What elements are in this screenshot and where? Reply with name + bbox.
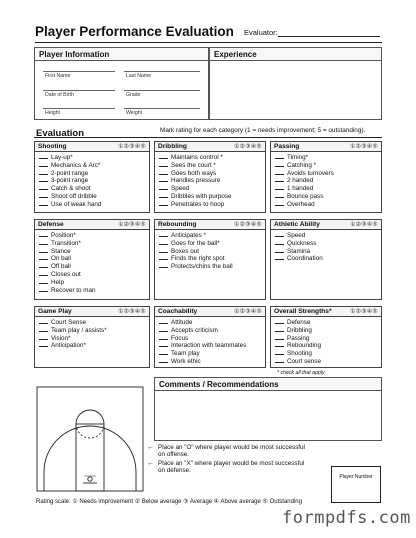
checklist-item[interactable] (159, 177, 262, 185)
category-items (35, 152, 149, 209)
checklist-item[interactable] (159, 154, 262, 162)
checklist-item[interactable] (39, 193, 146, 201)
checklist-item[interactable] (39, 342, 146, 350)
defense-instruction-line-1: Place an "X" where player would be most successful (158, 460, 305, 467)
defense-instruction (158, 460, 304, 475)
player-information-heading: Player Information (35, 48, 208, 61)
checklist-item-label: Attitude (171, 319, 193, 326)
checklist-item[interactable] (275, 201, 378, 209)
grade-field[interactable] (124, 90, 200, 91)
check-blank[interactable] (159, 335, 168, 340)
checklist-item[interactable] (275, 358, 378, 366)
category-name: Shooting (38, 143, 67, 150)
checklist-item-label: Finds the right spot (171, 255, 225, 263)
checklist-item[interactable] (39, 154, 146, 162)
checklist-item-label: Catching * (287, 161, 317, 169)
form-title: Player Performance Evaluation (35, 24, 234, 39)
checklist-item[interactable] (275, 319, 378, 327)
category-header (35, 220, 149, 230)
checklist-item[interactable] (39, 177, 146, 185)
check-blank[interactable] (275, 255, 284, 260)
check-blank[interactable] (159, 170, 168, 175)
comments-heading: Comments / Recommendations (155, 378, 381, 391)
offense-instruction-line-1: Place an "O" where player would be most successful (158, 444, 305, 451)
check-blank[interactable] (39, 279, 48, 284)
checklist-item[interactable] (39, 279, 146, 287)
checklist-item[interactable] (39, 201, 146, 209)
checklist-item-label: Off ball (51, 263, 71, 271)
check-blank[interactable] (159, 319, 168, 324)
category-athletic-ability (270, 219, 382, 300)
checklist-item-label: Lay-up* (51, 154, 73, 161)
checklist-item-label: Stamina (287, 247, 311, 255)
check-blank[interactable] (39, 240, 48, 245)
first-name-field[interactable] (43, 71, 115, 72)
checklist-item[interactable] (275, 327, 378, 335)
check-blank[interactable] (159, 240, 168, 245)
checklist-item[interactable] (159, 193, 262, 201)
checklist-item-label: Bounce pass (287, 192, 324, 200)
check-blank[interactable] (39, 263, 48, 268)
category-header (271, 307, 381, 317)
checklist-item[interactable] (275, 162, 378, 170)
checklist-item[interactable] (159, 201, 262, 209)
check-blank[interactable] (159, 201, 168, 206)
last-name-field[interactable] (124, 71, 200, 72)
checklist-item[interactable] (275, 170, 378, 178)
checklist-item-label: Vision* (51, 334, 71, 342)
check-blank[interactable] (159, 350, 168, 355)
offense-arrow: ← (147, 444, 154, 451)
checklist-item[interactable] (39, 319, 146, 327)
category-name: Athletic Ability (274, 221, 320, 228)
checklist-item-label: Mechanics & Arc* (51, 161, 101, 169)
category-name: Rebounding (158, 221, 197, 228)
category-rebounding (154, 219, 266, 300)
check-blank[interactable] (275, 201, 284, 206)
check-blank[interactable] (39, 287, 48, 292)
category-header (155, 220, 265, 230)
check-blank[interactable] (159, 327, 168, 332)
checklist-item-label: Use of weak hand (51, 200, 102, 208)
check-all-note: * check all that apply (277, 370, 325, 376)
check-blank[interactable] (275, 240, 284, 245)
checklist-item[interactable] (275, 154, 378, 162)
checklist-item[interactable] (275, 240, 378, 248)
checklist-item[interactable] (39, 240, 146, 248)
checklist-item-label: Focus (171, 334, 189, 342)
checklist-item[interactable] (159, 162, 262, 170)
check-blank[interactable] (39, 177, 48, 182)
category-rating-circles[interactable]: ①②③④⑤ (118, 222, 146, 228)
category-items (35, 230, 149, 294)
checklist-item[interactable] (159, 327, 262, 335)
checklist-item-label: Dribbling (287, 326, 312, 334)
checklist-item[interactable] (275, 193, 378, 201)
checklist-item-label: Overhead (287, 200, 315, 208)
grade-label: Grade (126, 92, 141, 98)
check-blank[interactable] (39, 248, 48, 253)
checklist-item-label: Court sense (287, 357, 321, 365)
checklist-item-label: Sees the court * (171, 161, 216, 169)
category-header (155, 142, 265, 152)
checklist-item[interactable] (159, 342, 262, 350)
checklist-item[interactable] (159, 350, 262, 358)
category-rating-circles[interactable]: ①②③④⑤ (118, 309, 146, 315)
checklist-item-label: Goes for the ball* (171, 239, 220, 247)
checklist-item[interactable] (39, 162, 146, 170)
checklist-item-label: Closes out (51, 270, 81, 278)
rating-scale-legend: Rating scale: ① Needs improvement ② Below average ③ Average ④ Above average ⑤ Outstanding (36, 499, 302, 505)
check-blank[interactable] (159, 232, 168, 237)
check-blank[interactable] (159, 263, 168, 268)
defense-instruction-line-2: on defense. (158, 467, 191, 475)
checklist-item[interactable] (39, 263, 146, 271)
checklist-item[interactable] (159, 170, 262, 178)
first-name-label: First Name (45, 73, 71, 79)
checklist-item-label: Quickness (287, 239, 317, 247)
height-field[interactable] (43, 108, 115, 109)
check-blank[interactable] (275, 319, 284, 324)
checklist-item[interactable] (159, 335, 262, 343)
category-header (35, 142, 149, 152)
checklist-item-label: Speed (171, 185, 190, 193)
checklist-item-label: Speed (287, 232, 306, 239)
checklist-item[interactable] (39, 255, 146, 263)
checklist-item-label: Help (51, 278, 64, 286)
category-items (271, 152, 381, 209)
checklist-item[interactable] (275, 350, 378, 358)
weight-field[interactable] (124, 108, 200, 109)
offense-instruction (158, 444, 305, 459)
checklist-item-label: Goes both ways (171, 169, 217, 177)
checklist-item[interactable] (39, 287, 146, 295)
category-name: Defense (38, 221, 64, 228)
checklist-item-label: On ball (51, 255, 71, 263)
check-blank[interactable] (275, 335, 284, 340)
checklist-item-label: Recover to man (51, 286, 96, 294)
checklist-item-label: Rebounding (287, 342, 321, 350)
category-rating-circles[interactable]: ①②③④⑤ (118, 144, 146, 150)
checklist-item-label: 1 handed (287, 185, 314, 193)
checklist-item-label: Stance (51, 247, 71, 255)
check-blank[interactable] (159, 177, 168, 182)
checklist-item-label: Coordination (287, 255, 323, 263)
category-overall-strengths (270, 306, 382, 368)
check-blank[interactable] (39, 327, 48, 332)
checklist-item[interactable] (39, 232, 146, 240)
category-shooting (34, 141, 150, 213)
category-game-play (34, 306, 150, 368)
checklist-item-label: Anticipates * (171, 232, 207, 239)
checklist-item[interactable] (39, 271, 146, 279)
basket-rim (88, 477, 92, 481)
category-items (155, 152, 265, 209)
checklist-item-label: Court Sense (51, 319, 87, 326)
category-name: Coachability (158, 308, 198, 315)
checklist-item-label: 3-point range (51, 177, 89, 185)
check-blank[interactable] (275, 154, 284, 159)
player-number-box[interactable] (331, 466, 381, 503)
category-items (271, 230, 381, 263)
check-blank[interactable] (275, 350, 284, 355)
check-blank[interactable] (275, 170, 284, 175)
category-passing (270, 141, 382, 213)
category-items (35, 317, 149, 350)
checklist-item[interactable] (39, 335, 146, 343)
checklist-item-label: Shoot off dribble (51, 192, 97, 200)
category-rating-circles[interactable]: ①②③④⑤ (234, 309, 262, 315)
player-number-label: Player Number (339, 474, 373, 480)
category-dribbling (154, 141, 266, 213)
check-blank[interactable] (275, 193, 284, 198)
checklist-item[interactable] (39, 185, 146, 193)
checklist-item-label: 2 handed (287, 177, 314, 185)
defense-arrow: ← (147, 460, 154, 467)
check-blank[interactable] (39, 319, 48, 324)
comments-section[interactable] (154, 377, 382, 441)
check-blank[interactable] (275, 248, 284, 253)
category-coachability (154, 306, 266, 368)
evaluator-label: Evaluator: (244, 28, 278, 37)
checklist-item-label: Anticipation* (51, 342, 87, 350)
category-name: Passing (274, 143, 300, 150)
checklist-item-label: Boxes out (171, 247, 200, 255)
checklist-item-label: Team play (171, 350, 200, 358)
last-name-label: Last Name (126, 73, 152, 79)
category-rating-circles[interactable]: ①②③④⑤ (350, 309, 378, 315)
check-blank[interactable] (275, 232, 284, 237)
free-throw-circle-top (76, 410, 104, 424)
check-blank[interactable] (275, 185, 284, 190)
check-blank[interactable] (39, 193, 48, 198)
checklist-item-label: Passing (287, 334, 310, 342)
checklist-item[interactable] (275, 255, 378, 263)
watermark: formpdfs.com (282, 508, 411, 528)
checklist-item-label: Defense (287, 319, 311, 326)
checklist-item-label: Avoids turnovers (287, 169, 334, 177)
evaluation-instructions: Mark rating for each category (1 = needs improvement; 5 = outstanding). (160, 127, 366, 134)
evaluator-field[interactable] (278, 36, 380, 37)
category-items (155, 230, 265, 271)
category-name: Dribbling (158, 143, 187, 150)
check-blank[interactable] (39, 255, 48, 260)
checklist-item-label: Team play / assists* (51, 326, 107, 334)
check-blank[interactable] (39, 185, 48, 190)
experience-section[interactable] (209, 47, 382, 120)
checklist-item[interactable] (159, 248, 262, 256)
category-items (271, 317, 381, 366)
offense-instruction-line-2: on offense. (158, 451, 190, 459)
title-divider (35, 42, 382, 43)
date-of-birth-label: Date of Birth (45, 92, 74, 98)
checklist-item-label: Handles pressure (171, 177, 221, 185)
check-blank[interactable] (39, 162, 48, 167)
evaluation-divider (34, 137, 382, 138)
check-blank[interactable] (159, 342, 168, 347)
check-blank[interactable] (39, 271, 48, 276)
check-blank[interactable] (39, 342, 48, 347)
checklist-item[interactable] (275, 248, 378, 256)
checklist-item[interactable] (275, 342, 378, 350)
checklist-item[interactable] (159, 240, 262, 248)
check-blank[interactable] (159, 358, 168, 363)
checklist-item[interactable] (159, 319, 262, 327)
checklist-item-label: Transition* (51, 239, 81, 247)
checklist-item-label: Interaction with teammates (171, 342, 247, 350)
experience-heading: Experience (210, 48, 381, 61)
check-blank[interactable] (159, 162, 168, 167)
category-name: Game Play (38, 308, 72, 315)
checklist-item-label: Work ethic (171, 357, 201, 365)
category-header (35, 307, 149, 317)
check-blank[interactable] (275, 358, 284, 363)
weight-label: Weight (126, 110, 143, 116)
check-blank[interactable] (159, 185, 168, 190)
category-rating-circles[interactable]: ①②③④⑤ (234, 144, 262, 150)
category-header (155, 307, 265, 317)
height-label: Height (45, 110, 60, 116)
check-blank[interactable] (39, 201, 48, 206)
checklist-item[interactable] (39, 248, 146, 256)
basketball-half-court-diagram[interactable] (36, 386, 144, 492)
checklist-item[interactable] (159, 358, 262, 366)
checklist-item[interactable] (159, 255, 262, 263)
checklist-item-label: Penetrates to hoop (171, 200, 225, 208)
checklist-item[interactable] (159, 185, 262, 193)
checklist-item[interactable] (275, 335, 378, 343)
check-blank[interactable] (39, 335, 48, 340)
category-name: Overall Strengths* (274, 308, 332, 315)
check-blank[interactable] (159, 154, 168, 159)
category-rating-circles[interactable]: ①②③④⑤ (350, 144, 378, 150)
category-defense (34, 219, 150, 300)
category-items (155, 317, 265, 366)
evaluation-heading: Evaluation (36, 128, 85, 139)
date-of-birth-field[interactable] (43, 90, 115, 91)
checklist-item-label: Position* (51, 232, 76, 239)
checklist-item[interactable] (159, 232, 262, 240)
check-blank[interactable] (39, 170, 48, 175)
check-blank[interactable] (275, 177, 284, 182)
checklist-item[interactable] (39, 170, 146, 178)
check-blank[interactable] (39, 232, 48, 237)
checklist-item-label: Dribbles with purpose (171, 192, 232, 200)
checklist-item-label: 2-point range (51, 169, 89, 177)
player-information-section (34, 47, 209, 120)
checklist-item-label: Maintains control * (171, 154, 223, 161)
category-rating-circles[interactable]: ①②③④⑤ (350, 222, 378, 228)
category-header (271, 220, 381, 230)
check-blank[interactable] (275, 342, 284, 347)
checklist-item-label: Protects/chins the ball (171, 263, 233, 271)
checklist-item[interactable] (275, 177, 378, 185)
check-blank[interactable] (39, 154, 48, 159)
checklist-item[interactable] (275, 185, 378, 193)
checklist-item[interactable] (275, 232, 378, 240)
check-blank[interactable] (275, 327, 284, 332)
checklist-item-label: Catch & shoot (51, 185, 91, 193)
check-blank[interactable] (159, 255, 168, 260)
check-blank[interactable] (159, 248, 168, 253)
check-blank[interactable] (159, 193, 168, 198)
checklist-item-label: Shooting (287, 350, 312, 358)
category-rating-circles[interactable]: ①②③④⑤ (234, 222, 262, 228)
check-blank[interactable] (275, 162, 284, 167)
category-header (271, 142, 381, 152)
checklist-item-label: Timing* (287, 154, 309, 161)
checklist-item[interactable] (159, 263, 262, 271)
checklist-item[interactable] (39, 327, 146, 335)
checklist-item-label: Accepts criticism (171, 326, 218, 334)
